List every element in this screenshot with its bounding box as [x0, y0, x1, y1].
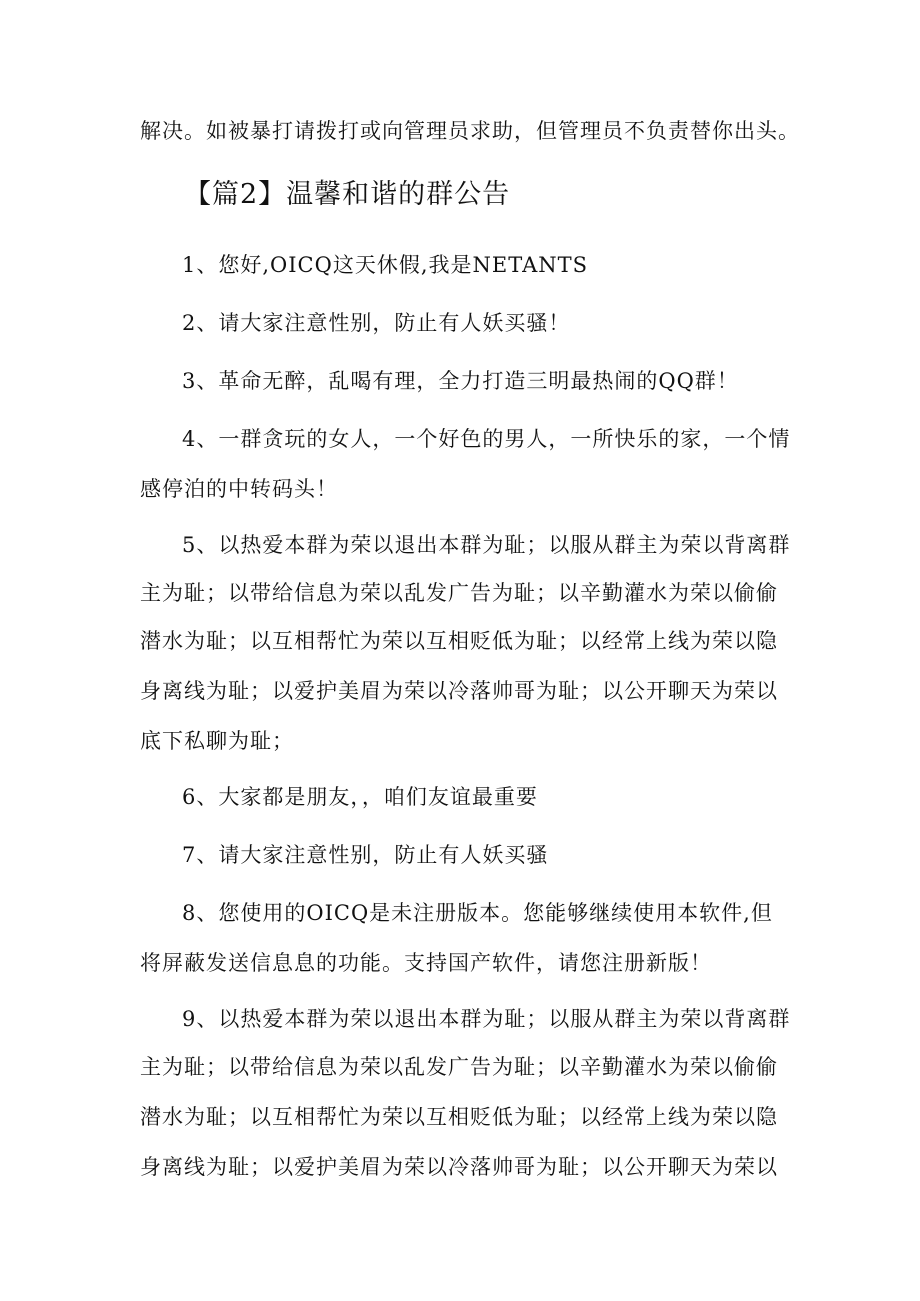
- list-item-6: 6、大家都是朋友，，咱们友谊最重要: [182, 785, 538, 809]
- paragraph-line: 解决。如被暴打请拨打或向管理员求助，但管理员不负责替你出头。: [140, 119, 800, 143]
- list-item-4: 4、一群贪玩的女人，一个好色的男人，一所快乐的家，一个情: [182, 427, 791, 451]
- list-item-7: 7、请大家注意性别，防止有人妖买骚: [182, 843, 549, 867]
- list-item-3: 3、革命无醉，乱喝有理，全力打造三明最热闹的QQ群！: [182, 369, 739, 393]
- list-item-5-continued: 主为耻；以带给信息为荣以乱发广告为耻；以辛勤灌水为荣以偷偷: [140, 581, 778, 605]
- list-item-8-continued: 将屏蔽发送信息息的功能。支持国产软件，请您注册新版！: [140, 951, 712, 975]
- list-item-1: 1、您好,OICQ这天休假,我是NETANTS: [182, 253, 589, 277]
- list-item-9-continued: 主为耻；以带给信息为荣以乱发广告为耻；以辛勤灌水为荣以偷偷: [140, 1055, 778, 1079]
- list-item-5-continued: 底下私聊为耻；: [140, 729, 294, 753]
- list-item-4-continued: 感停泊的中转码头！: [140, 477, 338, 501]
- list-item-5-continued: 身离线为耻；以爱护美眉为荣以冷落帅哥为耻；以公开聊天为荣以: [140, 679, 778, 703]
- list-item-5: 5、以热爱本群为荣以退出本群为耻；以服从群主为荣以背离群: [182, 533, 791, 557]
- list-item-9-continued: 身离线为耻；以爱护美眉为荣以冷落帅哥为耻；以公开聊天为荣以: [140, 1155, 778, 1179]
- list-item-8: 8、您使用的OICQ是未注册版本。您能够继续使用本软件,但: [182, 901, 773, 925]
- list-item-5-continued: 潜水为耻；以互相帮忙为荣以互相贬低为耻；以经常上线为荣以隐: [140, 629, 778, 653]
- list-item-9: 9、以热爱本群为荣以退出本群为耻；以服从群主为荣以背离群: [182, 1007, 791, 1031]
- section-heading: 【篇2】温馨和谐的群公告: [184, 179, 511, 210]
- list-item-9-continued: 潜水为耻；以互相帮忙为荣以互相贬低为耻；以经常上线为荣以隐: [140, 1105, 778, 1129]
- list-item-2: 2、请大家注意性别，防止有人妖买骚！: [182, 311, 571, 335]
